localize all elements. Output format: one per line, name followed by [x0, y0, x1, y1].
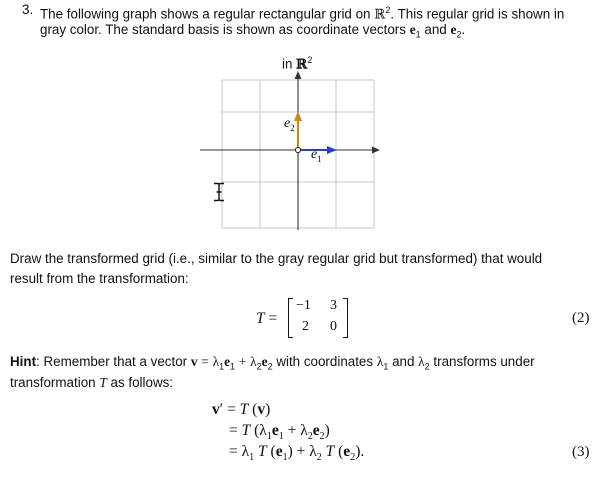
origin-point [295, 147, 300, 152]
matrix-a22: 0 [330, 319, 337, 334]
hint-line-1: Hint: Remember that a vector $v = \lambda_1e_1 + \lambda_2e_2$ with coordinates $\lambda_1$ and $\lambda_2$ transforms under [10, 354, 535, 372]
text-cursor-icon [213, 182, 225, 202]
derivation-line-3: = $\lambda_1$ T $(e_1) + \lambda_2$ T $(e_2)$. [229, 443, 365, 464]
problem-number: 3. [22, 2, 34, 17]
problem-line-2: gray color. The standard basis is shown as coordinate vectors $e_1$ and $e_2$. [40, 22, 466, 40]
basis-e2-vector [294, 111, 302, 150]
derivation-line-1: v′ = T (v) [212, 401, 271, 418]
matrix-lhs: T = [256, 310, 278, 327]
matrix-a12: 3 [330, 298, 337, 313]
label-e2: $e_2$ [284, 116, 295, 133]
hint-line-2: transformation T as follows: [10, 375, 174, 390]
transformation-matrix [288, 298, 348, 338]
derivation-line-2: = T $(\lambda_1e_1 + \lambda_2e_2)$ [229, 422, 330, 443]
label-e1: $e_1$ [311, 147, 322, 164]
problem-line-1: The following graph shows a regular rectangular grid on ℝ$^2$. This regular grid is shown in [40, 5, 565, 23]
x-axis-arrow-icon [372, 147, 380, 154]
equation-number-2: (2) [572, 310, 590, 326]
figure-title: in ℝ$^2$ [282, 55, 313, 73]
matrix-a21: 2 [302, 319, 309, 334]
instruction-line-2: result from the transformation: [10, 271, 189, 286]
instruction-line-1: Draw the transformed grid (i.e., similar to the gray regular grid but transformed) that would [10, 251, 543, 266]
matrix-a11: −1 [296, 298, 311, 313]
grid-figure [200, 65, 400, 240]
equation-number-3: (3) [572, 444, 590, 460]
axes [200, 71, 380, 230]
y-axis-arrow-icon [295, 71, 302, 79]
